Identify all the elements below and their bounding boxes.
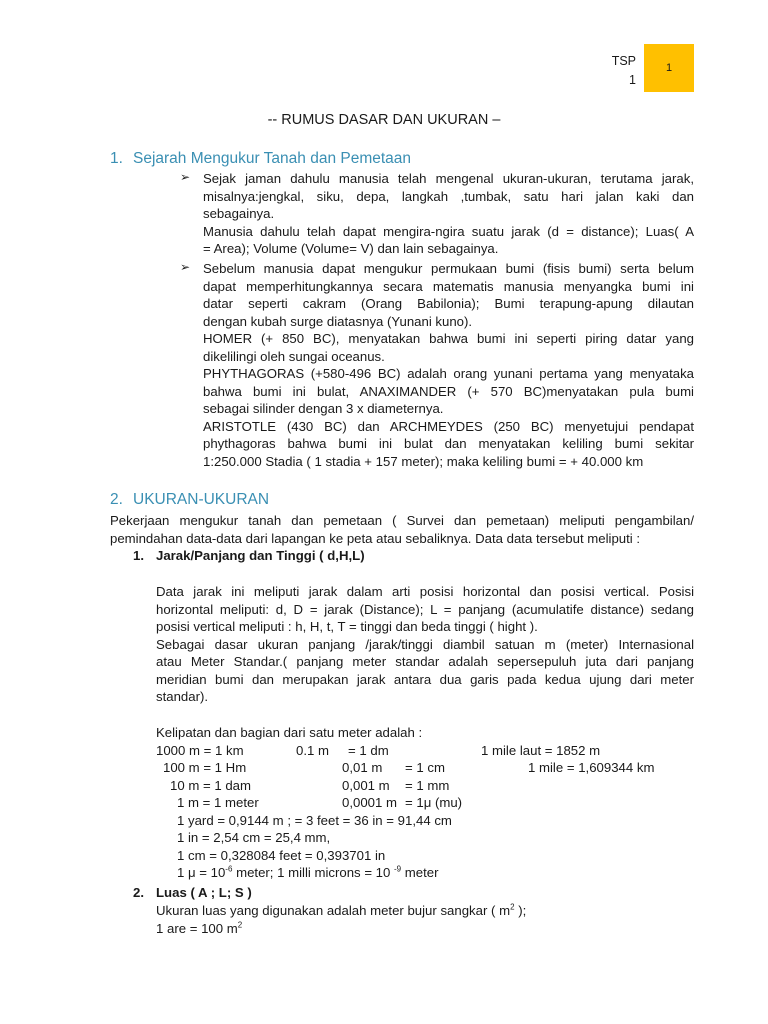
sub2-heading: Luas ( A ; L; S ) xyxy=(156,885,252,900)
micro-text: meter xyxy=(401,865,439,880)
section1-line: dikelilingi oleh sungai oceanus. xyxy=(203,348,385,364)
conv-item: = 1 cm xyxy=(405,760,445,775)
conv-item: 1000 m = 1 km xyxy=(156,742,244,758)
micro-exponent: -9 xyxy=(394,864,402,874)
section1-line: ARISTOTLE (430 BC) dan ARCHMEYDES (250 BC) menyetujui pendapat xyxy=(203,418,694,434)
section1-line: PHYTHAGORAS (+580-496 BC) adalah orang yunani pertama yang menyataka xyxy=(203,366,694,381)
header-tsp xyxy=(590,52,636,90)
section1-line: Sejak jaman dahulu manusia telah mengenal ukuran-ukuran, terutama jarak, xyxy=(203,171,694,186)
micro-text: 1 μ = 10 xyxy=(177,865,226,880)
conv-item: 1 m = 1 meter xyxy=(177,795,259,810)
conv-item: 1 mile = 1,609344 km xyxy=(528,760,655,775)
section1-line: dapat memperhitungkannya secara matematis manusia menyangka bumi ini xyxy=(203,278,694,294)
page-number: 1 xyxy=(665,62,673,74)
conv-item: 0,001 m xyxy=(342,777,390,793)
sub2-text: Ukuran luas yang digunakan adalah meter bujur sangkar ( m xyxy=(156,903,511,918)
conv-item: 10 m = 1 dam xyxy=(170,777,251,793)
section1-line: = Area); Volume (Volume= V) dan lain sebagainya. xyxy=(203,241,499,256)
section1-line: Manusia dahulu telah dapat mengira-ngira suatu jarak (d = distance); Luas( A xyxy=(203,223,694,239)
sub1-line: Sebagai dasar ukuran panjang /jarak/tinggi diambil satuan m (meter) Internasional xyxy=(156,636,694,652)
conv-item: 1 mile laut = 1852 m xyxy=(481,742,601,758)
header-tsp-number: 1 xyxy=(629,73,636,87)
section2-intro: Pekerjaan mengukur tanah dan pemetaan ( Survei dan pemetaan) meliputi pengambilan/ xyxy=(110,513,694,528)
section2-number: 2. xyxy=(110,491,123,508)
conv-item: 1 in = 2,54 cm = 25,4 mm, xyxy=(177,830,331,845)
sub1-line: meridian bumi dan merupakan jarak antara dua garis pada kedua ujung dari meter xyxy=(156,671,694,687)
conv-item: = 1 mm xyxy=(405,777,450,793)
section1-line: datar seperti cakram (Orang Babilonia); Bumi terapung-apung dilautan xyxy=(203,296,694,311)
bullet-icon: ➢ xyxy=(180,170,191,184)
section1-line: 1:250.000 Stadia ( 1 stadia + 157 meter); maka keliling bumi = + 40.000 km xyxy=(203,453,644,469)
sub2-exponent: 2 xyxy=(510,902,515,912)
section1-line: dengan kubah surge diatasnya (Yunani kuno). xyxy=(203,313,473,329)
bullet-icon: ➢ xyxy=(180,260,191,274)
micro-exponent: -6 xyxy=(225,864,233,874)
conv-item: = 1 dm xyxy=(348,742,389,758)
section1-line: phythagoras bahwa bumi ini bulat dan menyatakan keliling bumi sekitar xyxy=(203,436,694,451)
section1-line: bahwa bumi ini bulat, ANAXIMANDER (+ 570 BC)menyatakan pula bumi xyxy=(203,383,694,399)
section1-line: Sebelum manusia dapat mengukur permukaan bumi (fisis bumi) serta belum xyxy=(203,261,694,276)
sub2-line xyxy=(156,902,526,920)
section1-line: sebagainya. xyxy=(203,206,275,221)
conv-item xyxy=(177,864,439,882)
section1-line: HOMER (+ 850 BC), menyatakan bahwa bumi ini seperti piring datar yang xyxy=(203,331,694,346)
sub1-heading: Jarak/Panjang dan Tinggi ( d,H,L) xyxy=(156,548,365,563)
conv-item: 0,0001 m xyxy=(342,795,397,810)
conv-item: 0.1 m xyxy=(296,742,329,758)
section1-line: sebagai silinder dengan 3 x diameternya. xyxy=(203,401,444,416)
conv-item: 1 yard = 0,9144 m ; = 3 feet = 36 in = 91,44 cm xyxy=(177,812,452,828)
sub2-line xyxy=(156,920,242,938)
conv-item: 1 cm = 0,328084 feet = 0,393701 in xyxy=(177,847,386,863)
sub1-number: 1. xyxy=(133,548,144,563)
header-tsp-label: TSP xyxy=(611,54,636,68)
sub2-exponent: 2 xyxy=(237,920,243,930)
kelipatan-heading: Kelipatan dan bagian dari satu meter adalah : xyxy=(156,725,423,740)
sub1-line: posisi vertical meliputi : h, H, t, T = tinggi dan beda tinggi ( hight ). xyxy=(156,619,538,634)
page-title: -- RUMUS DASAR DAN UKURAN – xyxy=(267,112,501,128)
section1-number: 1. xyxy=(110,150,123,167)
page-number-badge xyxy=(644,44,694,92)
sub2-text: ); xyxy=(514,903,527,918)
conv-item: 100 m = 1 Hm xyxy=(163,760,247,775)
micro-text: meter; 1 milli microns = 10 xyxy=(232,865,395,880)
section1-heading: Sejarah Mengukur Tanah dan Pemetaan xyxy=(133,150,412,167)
conv-item: 0,01 m xyxy=(342,760,383,775)
conv-item: = 1μ (mu) xyxy=(405,795,463,810)
sub2-number: 2. xyxy=(133,885,144,900)
sub2-text: 1 are = 100 m xyxy=(156,920,238,936)
sub1-line: atau Meter Standar.( panjang meter standar adalah sepersepuluh juta dari panjang xyxy=(156,654,694,669)
section2-heading: UKURAN-UKURAN xyxy=(133,491,270,508)
section2-intro: pemindahan data-data dari lapangan ke peta atau sebaliknya. Data data tersebut meliputi : xyxy=(110,530,641,546)
sub1-line: Data jarak ini meliputi jarak dalam arti posisi horizontal dan posisi vertical. Posisi xyxy=(156,584,694,599)
sub1-line: horizontal meliputi: d, D = jarak (Distance); L = panjang (acumulatife distance) sedang xyxy=(156,601,694,617)
sub1-line: standar). xyxy=(156,689,209,704)
section1-line: misalnya:jengkal, siku, depa, langkah ,tumbak, satu hari jalan kaki dan xyxy=(203,188,694,204)
